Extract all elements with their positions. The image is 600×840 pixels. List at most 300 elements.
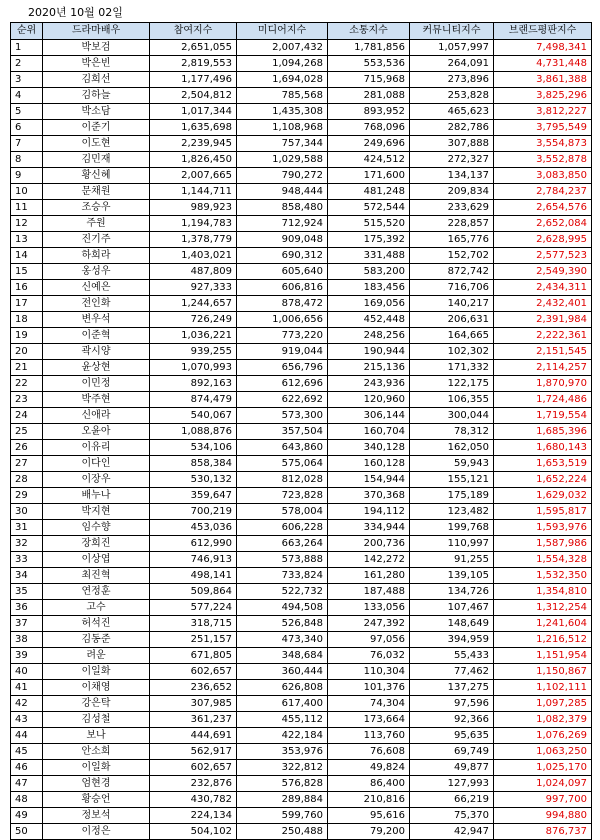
communication-cell: 893,952: [328, 104, 410, 120]
brand-index-cell: 1,076,269: [494, 728, 592, 744]
media-cell: 733,824: [237, 568, 328, 584]
community-cell: 175,189: [410, 488, 494, 504]
community-cell: 272,327: [410, 152, 494, 168]
community-cell: 77,462: [410, 664, 494, 680]
community-cell: 91,255: [410, 552, 494, 568]
rank-cell: 46: [11, 760, 43, 776]
table-row: [11, 328, 592, 344]
rank-cell: 23: [11, 392, 43, 408]
table-row: [11, 344, 592, 360]
community-cell: 209,834: [410, 184, 494, 200]
media-cell: 289,884: [237, 792, 328, 808]
community-cell: 228,857: [410, 216, 494, 232]
actor-name-cell: 정보석: [43, 808, 150, 824]
brand-index-cell: 1,097,285: [494, 696, 592, 712]
participation-cell: 939,255: [150, 344, 237, 360]
media-cell: 422,184: [237, 728, 328, 744]
rank-cell: 43: [11, 712, 43, 728]
communication-header: 소통지수: [328, 23, 410, 40]
communication-cell: 248,256: [328, 328, 410, 344]
table-row: [11, 728, 592, 744]
actor-name-cell: 곽시양: [43, 344, 150, 360]
actor-name-cell: 허석진: [43, 616, 150, 632]
actor-name-cell: 김동준: [43, 632, 150, 648]
community-cell: 152,702: [410, 248, 494, 264]
communication-cell: 97,056: [328, 632, 410, 648]
participation-cell: 430,782: [150, 792, 237, 808]
media-cell: 353,976: [237, 744, 328, 760]
rank-cell: 19: [11, 328, 43, 344]
media-cell: 573,888: [237, 552, 328, 568]
participation-cell: 1,635,698: [150, 120, 237, 136]
media-cell: 1,094,268: [237, 56, 328, 72]
communication-cell: 76,608: [328, 744, 410, 760]
table-row: [11, 552, 592, 568]
rank-header: 순위: [11, 23, 43, 40]
table-row: [11, 376, 592, 392]
communication-cell: 215,136: [328, 360, 410, 376]
participation-cell: 359,647: [150, 488, 237, 504]
communication-cell: 74,304: [328, 696, 410, 712]
communication-cell: 161,280: [328, 568, 410, 584]
community-cell: 127,993: [410, 776, 494, 792]
table-row: [11, 168, 592, 184]
actor-name-cell: 이준기: [43, 120, 150, 136]
actor-name-cell: 윤상현: [43, 360, 150, 376]
actor-name-cell: 황승언: [43, 792, 150, 808]
participation-cell: 318,715: [150, 616, 237, 632]
brand-index-cell: 2,151,545: [494, 344, 592, 360]
community-cell: 273,896: [410, 72, 494, 88]
actor-name-cell: 문채원: [43, 184, 150, 200]
community-cell: 42,947: [410, 824, 494, 840]
brand-index-cell: 2,654,576: [494, 200, 592, 216]
media-cell: 1,006,656: [237, 312, 328, 328]
rank-cell: 35: [11, 584, 43, 600]
participation-cell: 726,249: [150, 312, 237, 328]
communication-cell: 95,616: [328, 808, 410, 824]
participation-cell: 700,219: [150, 504, 237, 520]
table-row: [11, 648, 592, 664]
communication-cell: 200,736: [328, 536, 410, 552]
table-row: [11, 392, 592, 408]
participation-cell: 892,163: [150, 376, 237, 392]
communication-cell: 331,488: [328, 248, 410, 264]
brand-index-cell: 1,312,254: [494, 600, 592, 616]
table-row: [11, 680, 592, 696]
table-row: [11, 232, 592, 248]
brand-index-cell: 994,880: [494, 808, 592, 824]
actor-name-cell: 보나: [43, 728, 150, 744]
actor-name-cell: 김성철: [43, 712, 150, 728]
table-row: [11, 264, 592, 280]
actor-name-cell: 이민정: [43, 376, 150, 392]
participation-cell: 602,657: [150, 664, 237, 680]
community-cell: 394,959: [410, 632, 494, 648]
rank-cell: 16: [11, 280, 43, 296]
community-cell: 171,332: [410, 360, 494, 376]
community-cell: 206,631: [410, 312, 494, 328]
table-row: [11, 88, 592, 104]
actor-name-cell: 변우석: [43, 312, 150, 328]
participation-cell: 671,805: [150, 648, 237, 664]
brand-index-cell: 1,151,954: [494, 648, 592, 664]
brand-index-cell: 1,216,512: [494, 632, 592, 648]
participation-cell: 2,504,812: [150, 88, 237, 104]
actor-name-cell: 박보검: [43, 40, 150, 56]
actor-name-cell: 이상엽: [43, 552, 150, 568]
actor-name-cell: 려운: [43, 648, 150, 664]
communication-cell: 249,696: [328, 136, 410, 152]
community-cell: 92,366: [410, 712, 494, 728]
community-cell: 716,706: [410, 280, 494, 296]
actor-name-cell: 조승우: [43, 200, 150, 216]
participation-header: 참여지수: [150, 23, 237, 40]
actor-name-cell: 이다인: [43, 456, 150, 472]
media-cell: 606,816: [237, 280, 328, 296]
media-header: 미디어지수: [237, 23, 328, 40]
media-cell: 473,340: [237, 632, 328, 648]
media-cell: 575,064: [237, 456, 328, 472]
brand-index-cell: 2,784,237: [494, 184, 592, 200]
actor-name-cell: 이일화: [43, 664, 150, 680]
rank-cell: 21: [11, 360, 43, 376]
community-cell: 49,877: [410, 760, 494, 776]
media-cell: 2,007,432: [237, 40, 328, 56]
participation-cell: 927,333: [150, 280, 237, 296]
communication-cell: 86,400: [328, 776, 410, 792]
media-cell: 858,480: [237, 200, 328, 216]
brand-index-cell: 1,593,976: [494, 520, 592, 536]
table-row: [11, 248, 592, 264]
participation-cell: 232,876: [150, 776, 237, 792]
table-row: [11, 504, 592, 520]
participation-cell: 858,384: [150, 456, 237, 472]
rank-cell: 5: [11, 104, 43, 120]
media-cell: 878,472: [237, 296, 328, 312]
media-cell: 1,029,588: [237, 152, 328, 168]
participation-cell: 2,007,665: [150, 168, 237, 184]
actor-name-cell: 안소희: [43, 744, 150, 760]
communication-cell: 154,944: [328, 472, 410, 488]
actor-name-cell: 장희진: [43, 536, 150, 552]
table-row: [11, 216, 592, 232]
community-cell: 106,355: [410, 392, 494, 408]
communication-cell: 49,824: [328, 760, 410, 776]
communication-cell: 306,144: [328, 408, 410, 424]
brand-index-cell: 1,680,143: [494, 440, 592, 456]
communication-cell: 120,960: [328, 392, 410, 408]
rank-cell: 45: [11, 744, 43, 760]
actor-name-cell: 최진혁: [43, 568, 150, 584]
participation-cell: 1,826,450: [150, 152, 237, 168]
community-cell: 137,275: [410, 680, 494, 696]
community-cell: 140,217: [410, 296, 494, 312]
actor-name-cell: 신애라: [43, 408, 150, 424]
brand-index-cell: 3,554,873: [494, 136, 592, 152]
participation-cell: 444,691: [150, 728, 237, 744]
actor-name-cell: 신예은: [43, 280, 150, 296]
communication-cell: 183,456: [328, 280, 410, 296]
brand-index-cell: 3,552,878: [494, 152, 592, 168]
media-cell: 617,400: [237, 696, 328, 712]
community-cell: 95,635: [410, 728, 494, 744]
brand-index-cell: 2,652,084: [494, 216, 592, 232]
media-cell: 526,848: [237, 616, 328, 632]
communication-cell: 113,760: [328, 728, 410, 744]
communication-cell: 452,448: [328, 312, 410, 328]
actor-name-cell: 이일화: [43, 760, 150, 776]
brand-index-cell: 1,724,486: [494, 392, 592, 408]
communication-cell: 572,544: [328, 200, 410, 216]
actor-name-cell: 이유리: [43, 440, 150, 456]
community-cell: 300,044: [410, 408, 494, 424]
rank-cell: 41: [11, 680, 43, 696]
communication-cell: 768,096: [328, 120, 410, 136]
actor-name-cell: 박소담: [43, 104, 150, 120]
brand-index-cell: 1,652,224: [494, 472, 592, 488]
table-row: [11, 312, 592, 328]
brand-index-cell: 3,861,388: [494, 72, 592, 88]
media-cell: 578,004: [237, 504, 328, 520]
media-cell: 605,640: [237, 264, 328, 280]
media-cell: 790,272: [237, 168, 328, 184]
table-row: [11, 120, 592, 136]
communication-cell: 187,488: [328, 584, 410, 600]
rank-cell: 25: [11, 424, 43, 440]
brand-index-cell: 1,354,810: [494, 584, 592, 600]
communication-cell: 715,968: [328, 72, 410, 88]
actor-name-cell: 임수향: [43, 520, 150, 536]
media-cell: 612,696: [237, 376, 328, 392]
actor-name-cell: 박은빈: [43, 56, 150, 72]
brand-index-cell: 1,587,986: [494, 536, 592, 552]
actor-name-cell: 강은탁: [43, 696, 150, 712]
table-row: [11, 136, 592, 152]
brand-index-cell: 1,532,350: [494, 568, 592, 584]
rank-cell: 44: [11, 728, 43, 744]
participation-cell: 2,239,945: [150, 136, 237, 152]
media-cell: 656,796: [237, 360, 328, 376]
rank-cell: 6: [11, 120, 43, 136]
table-row: [11, 424, 592, 440]
brand-index-cell: 1,082,379: [494, 712, 592, 728]
participation-cell: 487,809: [150, 264, 237, 280]
brand-index-cell: 997,700: [494, 792, 592, 808]
actor-name-cell: 하희라: [43, 248, 150, 264]
rank-cell: 12: [11, 216, 43, 232]
table-row: [11, 568, 592, 584]
rank-cell: 30: [11, 504, 43, 520]
communication-cell: 210,816: [328, 792, 410, 808]
actor-name-cell: 이준혁: [43, 328, 150, 344]
brand-index-cell: 2,114,257: [494, 360, 592, 376]
community-cell: 55,433: [410, 648, 494, 664]
communication-cell: 334,944: [328, 520, 410, 536]
communication-cell: 101,376: [328, 680, 410, 696]
community-cell: 75,370: [410, 808, 494, 824]
table-row: [11, 584, 592, 600]
participation-cell: 1,017,344: [150, 104, 237, 120]
media-cell: 909,048: [237, 232, 328, 248]
brand-index-cell: 3,795,549: [494, 120, 592, 136]
actor-name-cell: 배누나: [43, 488, 150, 504]
participation-cell: 504,102: [150, 824, 237, 840]
brand-index-cell: 4,731,448: [494, 56, 592, 72]
participation-cell: 224,134: [150, 808, 237, 824]
rank-cell: 48: [11, 792, 43, 808]
media-cell: 812,028: [237, 472, 328, 488]
media-cell: 948,444: [237, 184, 328, 200]
participation-cell: 746,913: [150, 552, 237, 568]
brand-index-cell: 1,024,097: [494, 776, 592, 792]
participation-cell: 1,244,657: [150, 296, 237, 312]
community-cell: 97,596: [410, 696, 494, 712]
actor-name-cell: 고수: [43, 600, 150, 616]
media-cell: 712,924: [237, 216, 328, 232]
communication-cell: 133,056: [328, 600, 410, 616]
media-cell: 757,344: [237, 136, 328, 152]
participation-cell: 989,923: [150, 200, 237, 216]
rank-cell: 42: [11, 696, 43, 712]
community-cell: 78,312: [410, 424, 494, 440]
participation-cell: 540,067: [150, 408, 237, 424]
brand-index-cell: 1,025,170: [494, 760, 592, 776]
rank-cell: 11: [11, 200, 43, 216]
communication-cell: 281,088: [328, 88, 410, 104]
table-row: [11, 408, 592, 424]
media-cell: 494,508: [237, 600, 328, 616]
communication-cell: 583,200: [328, 264, 410, 280]
participation-cell: 612,990: [150, 536, 237, 552]
community-cell: 465,623: [410, 104, 494, 120]
rank-cell: 26: [11, 440, 43, 456]
brand-index-cell: 2,222,361: [494, 328, 592, 344]
media-cell: 455,112: [237, 712, 328, 728]
community-cell: 155,121: [410, 472, 494, 488]
actor-name-cell: 이장우: [43, 472, 150, 488]
communication-cell: 243,936: [328, 376, 410, 392]
participation-cell: 562,917: [150, 744, 237, 760]
rank-cell: 47: [11, 776, 43, 792]
rank-cell: 4: [11, 88, 43, 104]
media-cell: 690,312: [237, 248, 328, 264]
community-cell: 66,219: [410, 792, 494, 808]
brand-index-cell: 2,432,401: [494, 296, 592, 312]
brand-header: 브랜드평판지수: [494, 23, 592, 40]
rank-cell: 39: [11, 648, 43, 664]
rank-cell: 2: [11, 56, 43, 72]
communication-cell: 160,704: [328, 424, 410, 440]
brand-index-cell: 1,685,396: [494, 424, 592, 440]
table-row: [11, 696, 592, 712]
media-cell: 576,828: [237, 776, 328, 792]
participation-cell: 251,157: [150, 632, 237, 648]
table-row: [11, 40, 592, 56]
table-row: [11, 360, 592, 376]
brand-index-cell: 7,498,341: [494, 40, 592, 56]
media-cell: 348,684: [237, 648, 328, 664]
participation-cell: 1,378,779: [150, 232, 237, 248]
table-row: [11, 776, 592, 792]
communication-cell: 160,128: [328, 456, 410, 472]
table-row: [11, 600, 592, 616]
brand-index-cell: 3,812,227: [494, 104, 592, 120]
rank-cell: 36: [11, 600, 43, 616]
actor-name-cell: 옹성우: [43, 264, 150, 280]
media-cell: 250,488: [237, 824, 328, 840]
media-cell: 626,808: [237, 680, 328, 696]
table-row: [11, 104, 592, 120]
communication-cell: 79,200: [328, 824, 410, 840]
table-row: [11, 824, 592, 840]
communication-cell: 424,512: [328, 152, 410, 168]
participation-cell: 361,237: [150, 712, 237, 728]
brand-index-cell: 3,825,296: [494, 88, 592, 104]
community-cell: 123,482: [410, 504, 494, 520]
community-cell: 110,997: [410, 536, 494, 552]
actor-name-cell: 엄현경: [43, 776, 150, 792]
participation-cell: 1,194,783: [150, 216, 237, 232]
actor-name-cell: 연정훈: [43, 584, 150, 600]
table-row: [11, 520, 592, 536]
rank-cell: 37: [11, 616, 43, 632]
participation-cell: 1,036,221: [150, 328, 237, 344]
communication-cell: 110,304: [328, 664, 410, 680]
community-cell: 59,943: [410, 456, 494, 472]
communication-cell: 370,368: [328, 488, 410, 504]
rank-cell: 3: [11, 72, 43, 88]
communication-cell: 142,272: [328, 552, 410, 568]
table-body: [11, 40, 592, 840]
participation-cell: 453,036: [150, 520, 237, 536]
media-cell: 322,812: [237, 760, 328, 776]
community-cell: 199,768: [410, 520, 494, 536]
rank-cell: 31: [11, 520, 43, 536]
actor-name-cell: 이채영: [43, 680, 150, 696]
participation-cell: 534,106: [150, 440, 237, 456]
community-header: 커뮤니티지수: [410, 23, 494, 40]
media-cell: 663,264: [237, 536, 328, 552]
brand-index-cell: 1,241,604: [494, 616, 592, 632]
community-cell: 107,467: [410, 600, 494, 616]
actor-name-cell: 김하늘: [43, 88, 150, 104]
participation-cell: 874,479: [150, 392, 237, 408]
participation-cell: 530,132: [150, 472, 237, 488]
table-row: [11, 56, 592, 72]
brand-index-cell: 2,628,995: [494, 232, 592, 248]
participation-cell: 1,144,711: [150, 184, 237, 200]
brand-index-cell: 1,629,032: [494, 488, 592, 504]
rank-cell: 8: [11, 152, 43, 168]
media-cell: 622,692: [237, 392, 328, 408]
rank-cell: 20: [11, 344, 43, 360]
community-cell: 307,888: [410, 136, 494, 152]
brand-index-cell: 1,150,867: [494, 664, 592, 680]
rank-cell: 14: [11, 248, 43, 264]
communication-cell: 175,392: [328, 232, 410, 248]
rank-cell: 7: [11, 136, 43, 152]
rank-cell: 34: [11, 568, 43, 584]
participation-cell: 602,657: [150, 760, 237, 776]
community-cell: 134,137: [410, 168, 494, 184]
participation-cell: 498,141: [150, 568, 237, 584]
table-row: [11, 536, 592, 552]
community-cell: 1,057,997: [410, 40, 494, 56]
actor-name-cell: 오윤아: [43, 424, 150, 440]
table-row: [11, 488, 592, 504]
rank-cell: 40: [11, 664, 43, 680]
